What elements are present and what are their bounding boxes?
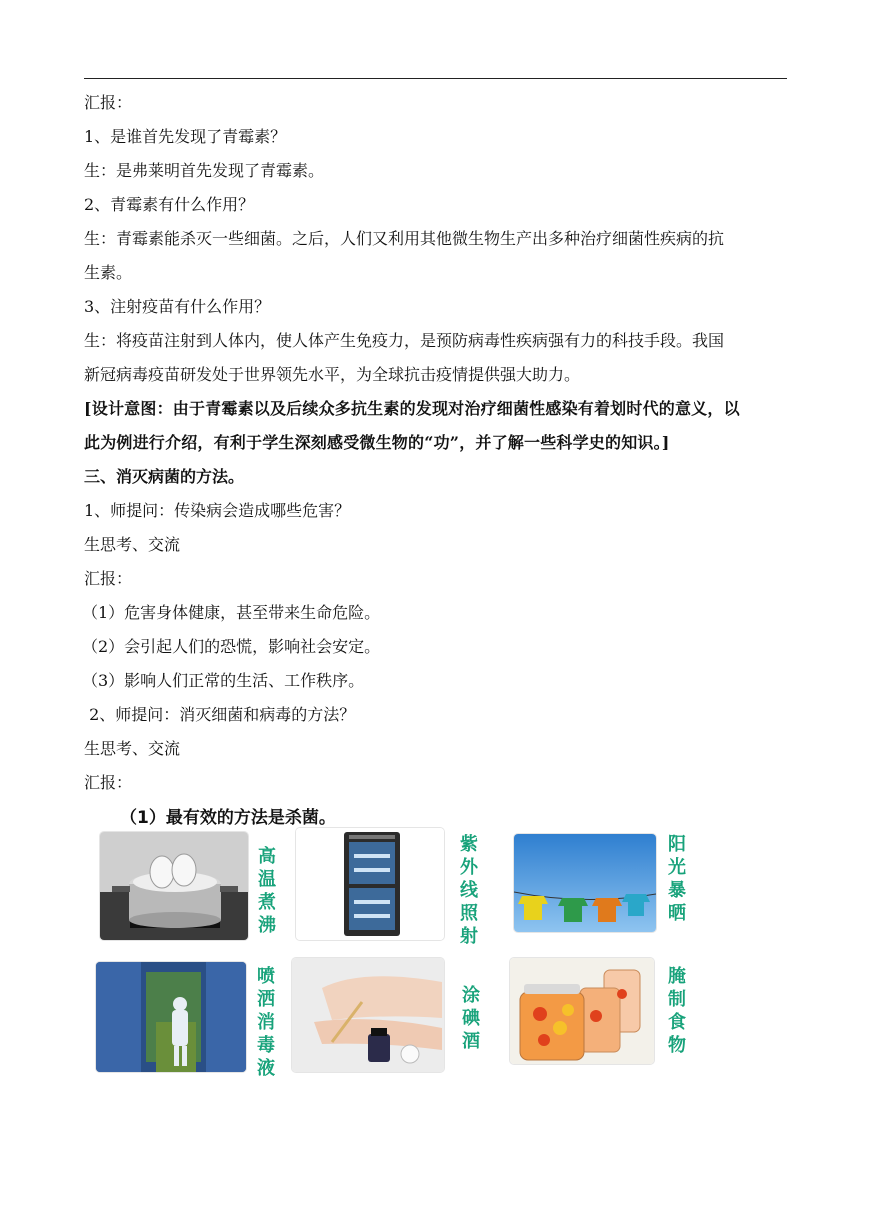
question-1: 1、是谁首先发现了青霉素？ [84, 127, 287, 146]
teacher-question-2: 2、师提问：消灭细菌和病毒的方法？ [84, 705, 356, 724]
sun-drying-photo [514, 834, 656, 932]
label-spray: 喷洒消毒液 [257, 966, 275, 1079]
disinfectant-spray-photo [96, 962, 246, 1072]
label-sun: 阳光暴晒 [668, 834, 686, 924]
student-discussion-1: 生思考、交流 [84, 535, 181, 554]
report-label-3: 汇报： [84, 773, 133, 792]
section-heading: 三、消灭病菌的方法。 [84, 467, 245, 486]
label-uv: 紫外线照射 [460, 834, 478, 947]
answer-1: 生：是弗莱明首先发现了青霉素。 [84, 161, 325, 180]
harm-item-1: （1）危害身体健康，甚至带来生命危险。 [82, 603, 381, 622]
header-rule [84, 78, 787, 79]
boiling-pot-photo [100, 832, 248, 940]
iodine-application-photo [292, 958, 444, 1072]
report-label: 汇报： [84, 93, 133, 112]
question-2: 2、青霉素有什么作用？ [84, 195, 255, 214]
label-pickle: 腌制食物 [668, 966, 686, 1056]
harm-item-3: （3）影响人们正常的生活、工作秩序。 [82, 671, 365, 690]
answer-2-line-2: 生素。 [84, 263, 133, 282]
figure-title: （1）最有效的方法是杀菌。 [120, 808, 336, 828]
student-discussion-2: 生思考、交流 [84, 739, 181, 758]
answer-2-line-1: 生：青霉素能杀灭一些细菌。之后，人们又利用其他微生物生产出多种治疗细菌性疾病的抗 [84, 229, 725, 248]
uv-cabinet-photo [296, 828, 444, 940]
label-boil: 高温煮沸 [258, 846, 276, 936]
design-intent-line-2: 此为例进行介绍，有利于学生深刻感受微生物的“功”，并了解一些科学史的知识。] [84, 433, 670, 452]
teacher-question-1: 1、师提问：传染病会造成哪些危害？ [84, 501, 351, 520]
question-3: 3、注射疫苗有什么作用？ [84, 297, 271, 316]
design-intent-line-1: [设计意图：由于青霉素以及后续众多抗生素的发现对治疗细菌性感染有着划时代的意义，以 [84, 399, 740, 418]
document-body [84, 86, 787, 800]
harm-item-2: （2）会引起人们的恐慌，影响社会安定。 [82, 637, 381, 656]
answer-3-line-1: 生：将疫苗注射到人体内，使人体产生免疫力，是预防病毒性疾病强有力的科技手段。我国 [84, 331, 725, 350]
report-label-2: 汇报： [84, 569, 133, 588]
answer-3-line-2: 新冠病毒疫苗研发处于世界领先水平，为全球抗击疫情提供强大助力。 [84, 365, 581, 384]
label-iodine: 涂碘酒 [462, 985, 480, 1052]
pickled-food-photo [510, 958, 654, 1064]
